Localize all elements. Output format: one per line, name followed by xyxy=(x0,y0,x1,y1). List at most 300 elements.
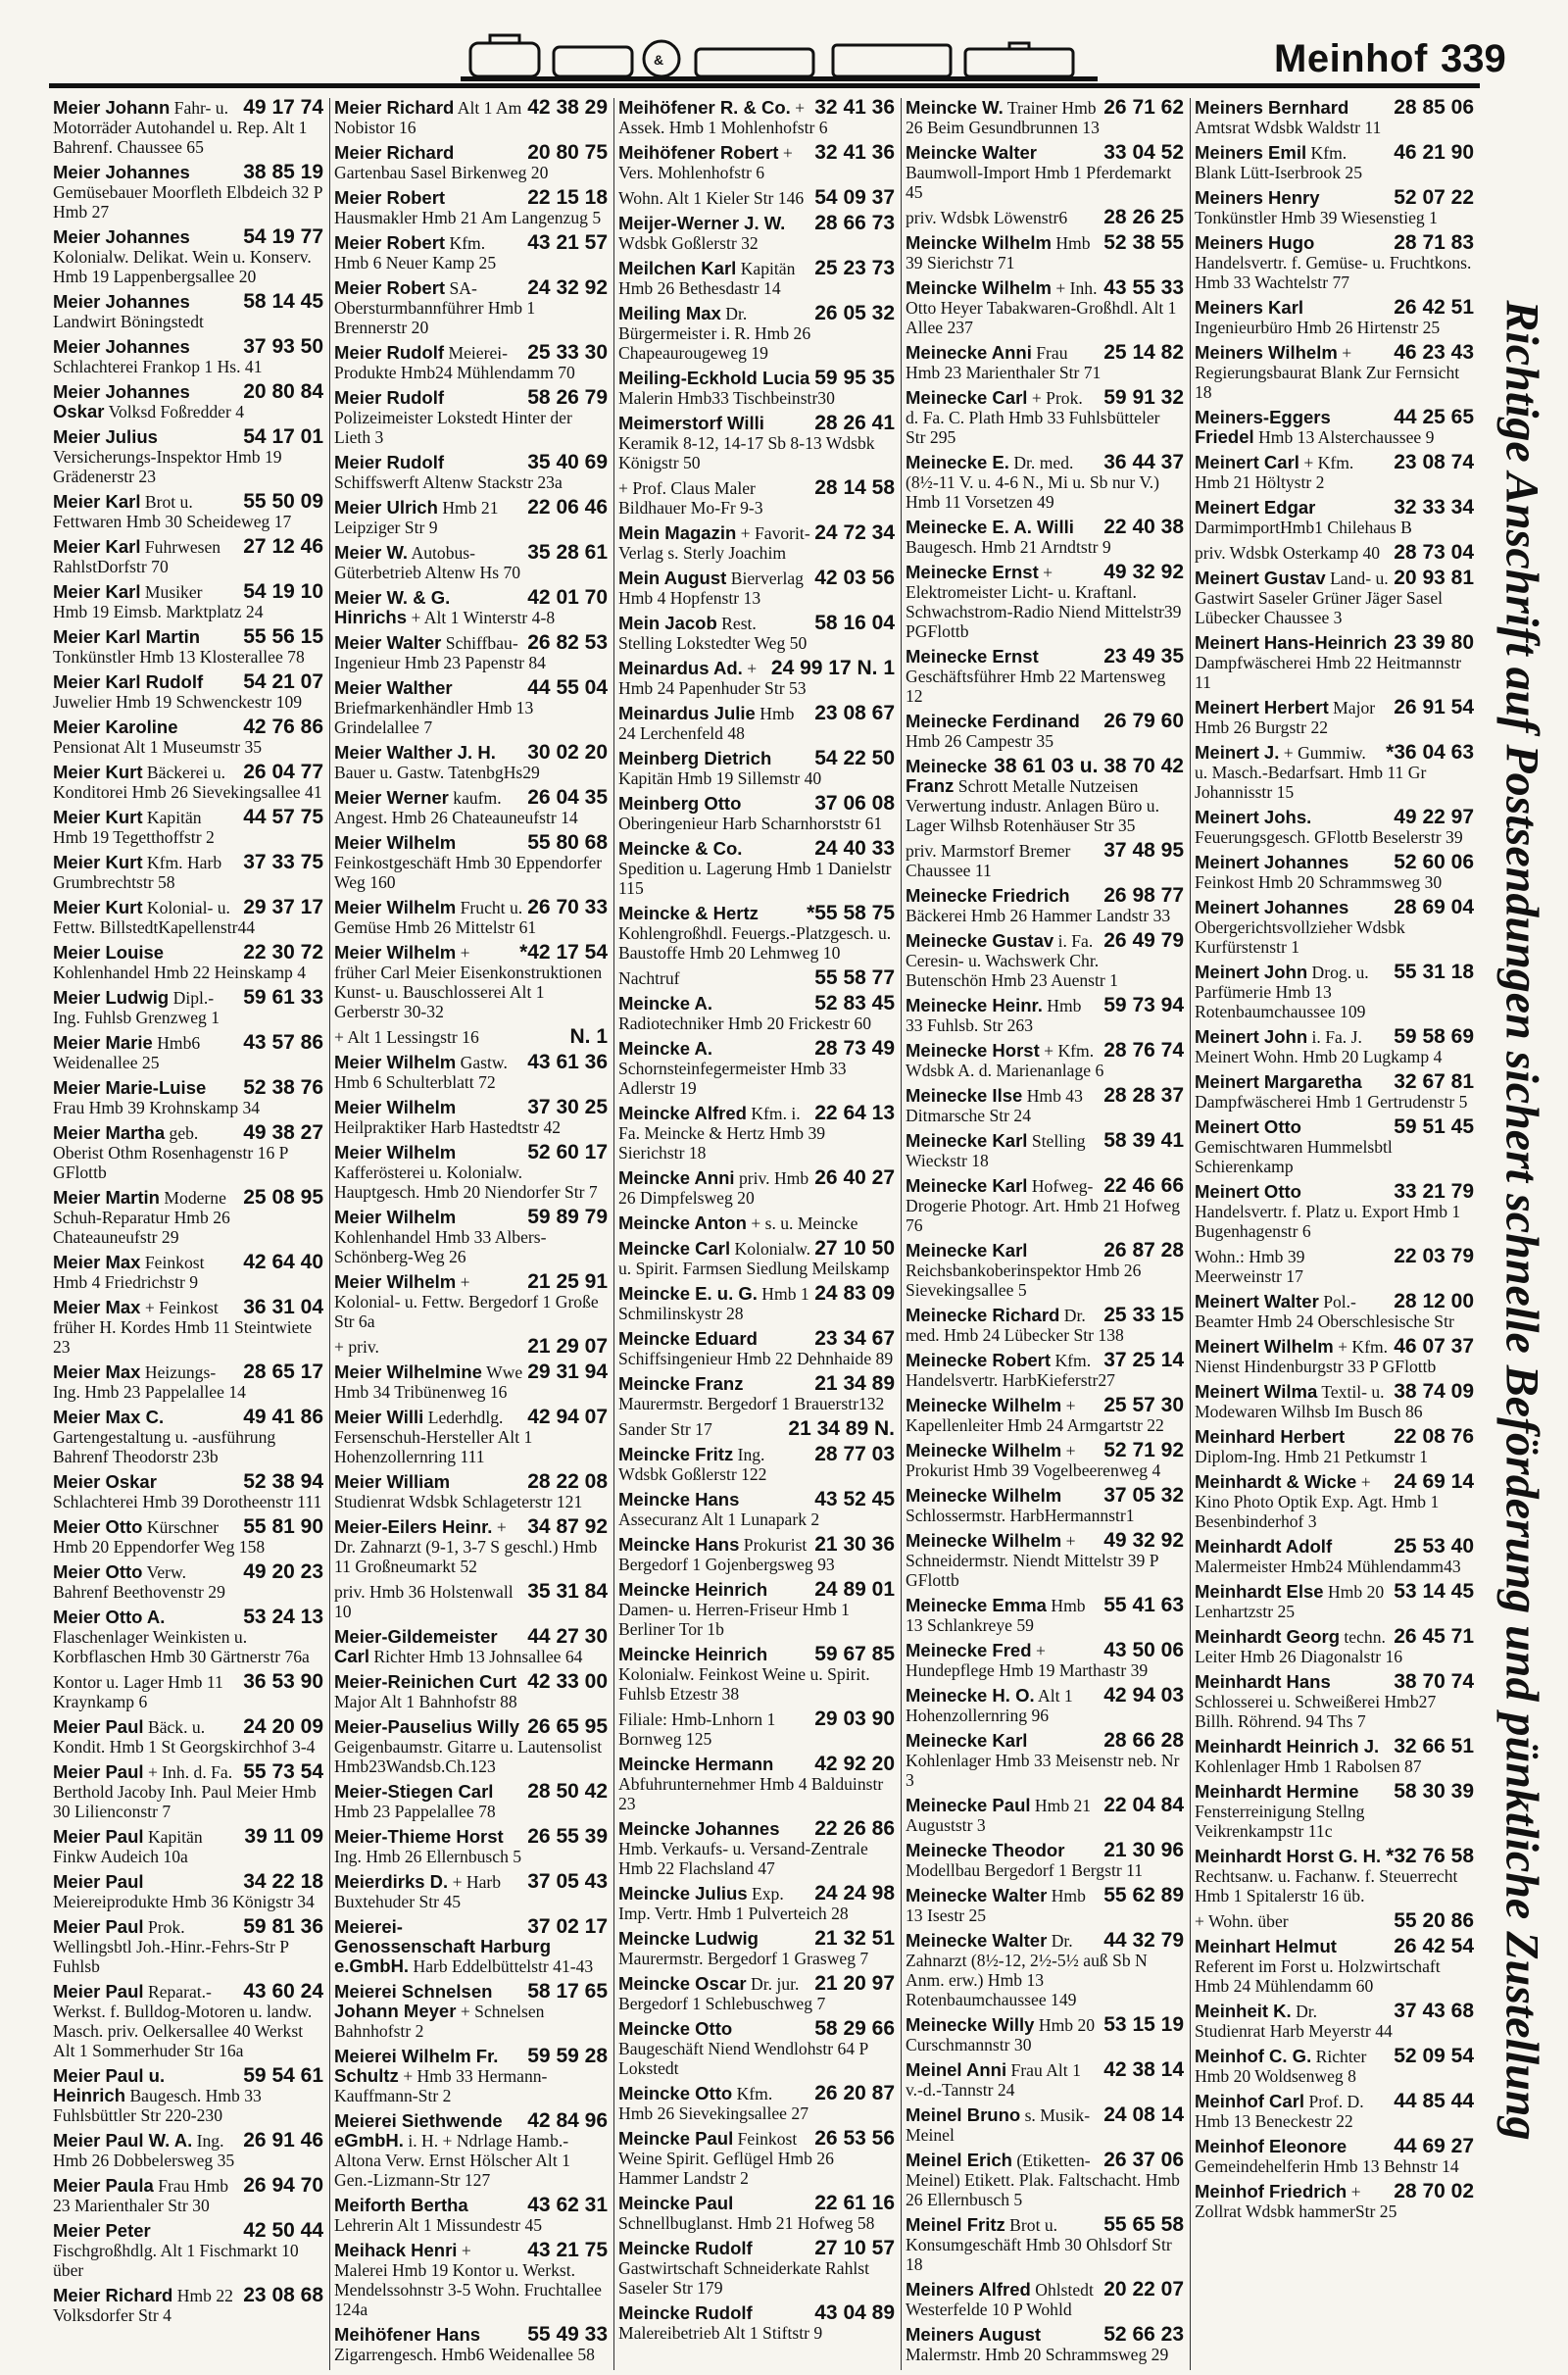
column-4 xyxy=(901,98,1190,2370)
entry-name: Meihöfener Robert xyxy=(618,142,779,163)
directory-entry xyxy=(906,1796,1184,1835)
entry-phone: 26 53 56 xyxy=(814,2127,895,2150)
entry-name: Meier Oskar xyxy=(53,1471,157,1492)
directory-entry xyxy=(334,1672,608,1711)
directory-entry xyxy=(906,2105,1184,2145)
entry-name: Meinhardt Horst G. H. xyxy=(1195,1846,1382,1866)
entry-phone: 42 84 96 xyxy=(527,2109,608,2132)
directory-entry xyxy=(906,1886,1184,1925)
entry-phone: 29 31 94 xyxy=(527,1361,608,1383)
entry-phone: 43 55 33 xyxy=(1103,276,1184,299)
entry-phone: 27 10 57 xyxy=(814,2237,895,2259)
entry-name: Meincke Heinrich xyxy=(618,1644,768,1664)
entry-phone: 20 80 84 xyxy=(243,380,323,403)
directory-entry xyxy=(334,543,608,582)
entry-description: Kontor u. Lager Hmb 11 Kraynkamp 6 xyxy=(53,1672,223,1711)
entry-description: Heilpraktiker Harb Hastedtstr 42 xyxy=(334,1117,562,1137)
entry-description: + Kino Photo Optik Exp. Agt. Hmb 1 Besenbinderhof 3 xyxy=(1195,1472,1440,1531)
directory-entry xyxy=(906,278,1184,337)
directory-entry xyxy=(618,1039,895,1098)
entry-description: Feinkostgeschäft Hmb 30 Eppendorfer Weg 160 xyxy=(334,853,603,892)
entry-name: Meier-Reinichen Curt xyxy=(334,1671,517,1692)
directory-entry xyxy=(618,304,895,363)
entry-description: Baugesch. Hmb 33 Fuhlsbüttler Str 220-230 xyxy=(53,2086,262,2125)
entry-name: Meiners Karl xyxy=(1195,297,1304,318)
directory-entry xyxy=(906,1396,1184,1435)
entry-name: Meierei Siethwende eGmbH. xyxy=(334,2110,503,2151)
entry-description: Kapitän Hmb 19 Tegetthoffstr 2 xyxy=(53,808,215,847)
entry-phone: 59 54 61 xyxy=(243,2064,323,2087)
directory-entry xyxy=(1195,1472,1474,1531)
directory-entry xyxy=(1195,633,1474,692)
entry-name: Meier Max C. xyxy=(53,1407,165,1427)
entry-description: Verw. Bahrenf Beethovenstr 29 xyxy=(53,1562,225,1602)
entry-name: Meier Paul xyxy=(53,1916,144,1937)
directory-entry xyxy=(53,227,323,286)
entry-description: Drog. u. Parfümerie Hmb 13 Rotenbaumchaussee 109 xyxy=(1195,963,1369,1021)
entry-phone: 55 56 15 xyxy=(243,625,323,648)
entry-description: Filiale: Hmb-Lnhorn 1 Bornweg 125 xyxy=(618,1709,776,1749)
entry-phone: 28 26 41 xyxy=(814,412,895,434)
entry-description: Kfm. Handelsvertr. HarbKieferstr27 xyxy=(906,1351,1115,1390)
directory-entry xyxy=(906,1486,1184,1525)
entry-name: Meier Paul xyxy=(53,1871,144,1892)
directory-entry xyxy=(906,647,1184,706)
directory-entry xyxy=(618,839,895,898)
entry-name: Meier Wilhelm xyxy=(334,1207,457,1227)
directory-entry xyxy=(53,1917,323,1976)
entry-phone: 54 19 10 xyxy=(243,580,323,603)
entry-phone: 55 73 54 xyxy=(243,1760,323,1783)
entry-name: Meier Wilhelm xyxy=(334,1142,457,1163)
entry-description: Dr. Zahnarzt (8½-12, 2½-5½ auß Sb N Anm. erw.) Hmb 13 Rotenbaumchaussee 149 xyxy=(906,1931,1148,2009)
entry-description: Damen- u. Herren-Friseur Hmb 1 Berliner Tor 1b xyxy=(618,1600,850,1639)
entry-phone: 52 38 76 xyxy=(243,1076,323,1099)
directory-entry xyxy=(618,704,895,743)
entry-phone: 43 61 36 xyxy=(527,1051,608,1073)
entry-phone: 29 37 17 xyxy=(243,896,323,918)
entry-name: Meincke Wilhelm xyxy=(906,232,1052,253)
entry-description: Kfm. Blank Lütt-Iserbrook 25 xyxy=(1195,143,1363,182)
directory-entry xyxy=(906,1686,1184,1725)
directory-entry xyxy=(53,427,323,486)
entry-phone: 55 41 63 xyxy=(1103,1594,1184,1616)
directory-entry xyxy=(1195,233,1474,292)
entry-phone: 44 57 75 xyxy=(243,806,323,828)
entry-phone: 59 59 28 xyxy=(527,2045,608,2067)
entry-description: Diplom-Ing. Hmb 21 Petkumstr 1 xyxy=(1195,1447,1428,1466)
entry-phone: 26 45 71 xyxy=(1394,1625,1474,1648)
entry-description: + Dr. Zahnarzt (9-1, 3-7 S geschl.) Hmb 11 Großneumarkt 52 xyxy=(334,1517,598,1576)
directory-entry xyxy=(618,1374,895,1413)
directory-entry xyxy=(53,943,323,982)
entry-name: Meincke Paul xyxy=(618,2128,734,2149)
entry-name: Meinert Carl xyxy=(1195,452,1299,472)
entry-description: Autobus-Güterbetrieb Altenw Hs 70 xyxy=(334,543,521,582)
entry-phone: 42 38 14 xyxy=(1103,2058,1184,2081)
entry-name: Meinert Wilhelm xyxy=(1195,1336,1334,1357)
directory-entry xyxy=(618,259,895,298)
entry-phone: 22 40 38 xyxy=(1103,516,1184,538)
entry-description: Ingenieurbüro Hmb 26 Hirtenstr 25 xyxy=(1195,318,1441,337)
entry-phone: 58 26 79 xyxy=(527,386,608,409)
directory-entry xyxy=(53,2176,323,2215)
entry-description: + Schneidermstr. Niendt Mittelstr 39 P GFlottb xyxy=(906,1531,1158,1590)
entry-phone: 49 17 74 xyxy=(243,96,323,119)
entry-phone: 42 38 29 xyxy=(527,96,608,119)
entry-phone: 24 89 01 xyxy=(814,1578,895,1601)
entry-description: Schornsteinfegermeister Hmb 33 Adlerstr 19 xyxy=(618,1059,847,1098)
directory-entry xyxy=(618,1535,895,1574)
directory-entry xyxy=(1195,808,1474,847)
directory-entry xyxy=(618,1580,895,1639)
entry-name: Meier Johannes xyxy=(53,162,190,182)
directory-entry xyxy=(1195,188,1474,227)
directory-entry xyxy=(53,1078,323,1117)
directory-entry xyxy=(334,1098,608,1137)
entry-name: Meinecke Walter xyxy=(906,1930,1048,1951)
entry-phone: 49 38 27 xyxy=(243,1121,323,1144)
entry-phone: 32 66 51 xyxy=(1394,1735,1474,1757)
directory-entry xyxy=(1195,1427,1474,1466)
directory-entry xyxy=(906,757,1184,835)
directory-entry xyxy=(1195,453,1474,492)
entry-phone: 22 06 46 xyxy=(527,496,608,519)
entry-phone: N. 1 xyxy=(569,1025,608,1048)
directory-entry xyxy=(618,214,895,253)
entry-name: Meier Walther J. H. xyxy=(334,742,496,763)
entry-description: Abfuhrunternehmer Hmb 4 Balduinstr 23 xyxy=(618,1774,884,1813)
directory-entry xyxy=(906,2325,1184,2364)
entry-name: Meierdirks D. xyxy=(334,1871,449,1892)
entry-description: + Hmb 33 Hermann-Kauffmann-Str 2 xyxy=(334,2066,548,2105)
entry-description: Frau Alt 1 v.-d.-Tannstr 24 xyxy=(906,2060,1081,2100)
entry-phone: 21 32 51 xyxy=(814,1927,895,1950)
directory-entry xyxy=(906,1351,1184,1390)
entry-description: + Kfm. Nienst Hindenburgstr 33 P GFlottb xyxy=(1195,1337,1437,1376)
entry-name: Meincke Fritz xyxy=(618,1444,734,1464)
directory-entry xyxy=(1195,1072,1474,1112)
entry-description: Frau Hmb 23 Marienthaler Str 71 xyxy=(906,343,1102,382)
entry-name: Meincke Carl xyxy=(618,1238,731,1259)
directory-entry xyxy=(906,712,1184,751)
entry-description: Landwirt Böningstedt xyxy=(53,312,204,331)
entry-phone: 28 69 04 xyxy=(1394,896,1474,918)
entry-description: Kfm. Hmb 6 Neuer Kamp 25 xyxy=(334,233,497,272)
entry-description: Alt 1 Hohenzollernring 96 xyxy=(906,1686,1073,1725)
entry-phone: 42 01 70 xyxy=(527,586,608,609)
entry-description: Brot u. Fettwaren Hmb 30 Scheideweg 17 xyxy=(53,492,292,531)
entry-description: Fischgroßhdlg. Alt 1 Fischmarkt 10 über xyxy=(53,2241,299,2280)
entry-name: Meinert Herbert xyxy=(1195,697,1329,717)
directory-entry xyxy=(906,1841,1184,1880)
entry-phone: 22 46 66 xyxy=(1103,1174,1184,1197)
entry-name: Meinhardt Heinrich J. xyxy=(1195,1736,1380,1757)
entry-phone: 28 73 04 xyxy=(1394,541,1474,564)
entry-name: Meinecke Ernst xyxy=(906,562,1039,582)
entry-name: Meincke Paul xyxy=(618,2193,734,2213)
entry-name: Meinecke Richard xyxy=(906,1305,1060,1325)
directory-entry xyxy=(906,996,1184,1035)
entry-description: Pol.-Beamter Hmb 24 Oberschlesische Str xyxy=(1195,1292,1454,1331)
directory-entry xyxy=(334,343,608,382)
entry-description: i. Fa. Ceresin- u. Wachswerk Chr. Butenschön Hmb 23 Auenstr 1 xyxy=(906,931,1118,990)
side-slogan xyxy=(1488,98,1556,2343)
entry-phone: 28 66 28 xyxy=(1103,1729,1184,1752)
entry-phone: 26 05 32 xyxy=(814,302,895,324)
entry-description: Lehrerin Alt 1 Missundestr 45 xyxy=(334,2215,543,2235)
entry-name: Meier Karoline xyxy=(53,717,178,737)
entry-description: Malereibetrieb Alt 1 Stiftstr 9 xyxy=(618,2323,823,2343)
entry-name: Meinhart Helmut xyxy=(1195,1936,1337,1956)
entry-phone: 26 20 87 xyxy=(814,2082,895,2104)
entry-phone: 53 24 13 xyxy=(243,1606,323,1628)
entry-description: Feinkost Hmb 4 Friedrichstr 9 xyxy=(53,1253,205,1292)
entry-name: Meinecke Karl xyxy=(906,1240,1028,1261)
entry-description: Briefmarkenhändler Hmb 13 Grindelallee 7 xyxy=(334,698,534,737)
directory-entry xyxy=(334,1517,608,1576)
entry-description: Referent im Forst u. Holzwirtschaft Hmb 24 Mühlendamm 60 xyxy=(1195,1956,1441,1996)
directory-entry xyxy=(1195,1537,1474,1576)
entry-phone: 33 21 79 xyxy=(1394,1180,1474,1203)
entry-phone: 24 40 33 xyxy=(814,837,895,860)
entry-name: Meinardus Ad. xyxy=(618,658,743,678)
entry-phone: 42 94 03 xyxy=(1103,1684,1184,1707)
directory-entry xyxy=(53,1517,323,1557)
entry-description: + Feinkost früher H. Kordes Hmb 11 Steintwiete 23 xyxy=(53,1298,313,1357)
entry-description: priv. Hmb 36 Holstenwall 10 xyxy=(334,1582,514,1621)
entry-name: Meier Wilhelm xyxy=(334,897,457,917)
entry-name: Meinecke Gustav xyxy=(906,930,1054,951)
entry-description: Hmb 21 Leipziger Str 9 xyxy=(334,498,499,537)
entry-description: Bauer u. Gastw. TatenbgHs29 xyxy=(334,763,540,782)
entry-phone: 28 70 02 xyxy=(1394,2180,1474,2202)
directory-entry xyxy=(53,492,323,531)
entry-name: Meier William xyxy=(334,1471,451,1492)
directory-entry xyxy=(53,2066,323,2125)
entry-name: Meinecke Ernst xyxy=(906,646,1039,667)
entry-phone: 58 16 04 xyxy=(814,612,895,634)
entry-name: Meinecke Anni xyxy=(906,342,1032,363)
directory-entry xyxy=(334,143,608,182)
entry-phone: 33 04 52 xyxy=(1103,141,1184,164)
entry-description: Gartengestaltung u. -ausführung Bahrenf Theodorstr 23b xyxy=(53,1427,276,1466)
directory-entry xyxy=(334,788,608,827)
entry-phone: 37 06 08 xyxy=(814,792,895,815)
directory-entry xyxy=(906,2151,1184,2209)
entry-phone: 37 05 32 xyxy=(1103,1484,1184,1507)
directory-entry xyxy=(906,2280,1184,2319)
entry-name: Meier Werner xyxy=(334,787,449,808)
directory-entry xyxy=(618,1445,895,1484)
directory-entry xyxy=(618,749,895,788)
entry-phone: 54 22 50 xyxy=(814,747,895,769)
directory-entry xyxy=(618,478,895,518)
directory-entry xyxy=(906,1176,1184,1235)
entry-name: Meincke & Hertz xyxy=(618,903,759,923)
directory-entry xyxy=(1195,343,1474,402)
entry-description: Baugeschäft Niend Wendlohstr 64 P Lokstedt xyxy=(618,2039,868,2078)
directory-entry xyxy=(906,98,1184,137)
entry-description: Feinkost Hmb 20 Schrammsweg 30 xyxy=(1195,872,1443,892)
directory-entry xyxy=(906,1041,1184,1080)
entry-description: Studienrat Wdsbk Schlageterstr 121 xyxy=(334,1492,583,1511)
entry-phone: 23 08 68 xyxy=(243,2284,323,2306)
entry-name: Meinert J. xyxy=(1195,742,1280,763)
entry-phone: 53 14 45 xyxy=(1394,1580,1474,1603)
entry-phone: 58 17 65 xyxy=(527,1980,608,2003)
entry-phone: 23 39 80 xyxy=(1394,631,1474,654)
entry-description: Richter Hmb 13 Johnsallee 64 xyxy=(373,1647,583,1666)
entry-description: Dampfwäscherei Hmb 1 Gertrudenstr 5 xyxy=(1195,1092,1468,1112)
trunk-icon xyxy=(833,45,951,76)
entry-phone: 59 81 36 xyxy=(243,1915,323,1938)
entry-description: Hmb 24 Lerchenfeld 48 xyxy=(618,704,795,743)
entry-name: Meinert John xyxy=(1195,962,1308,982)
entry-name: Meiling-Eckhold Lucia xyxy=(618,368,810,388)
directory-entry xyxy=(53,1982,323,2060)
directory-entry xyxy=(53,853,323,892)
entry-name: Meier-Pauselius Willy xyxy=(334,1716,520,1737)
entry-name: Meincke Anni xyxy=(618,1167,735,1188)
directory-entry xyxy=(618,1819,895,1878)
directory-entry xyxy=(906,1596,1184,1635)
directory-entry xyxy=(53,2221,323,2280)
entry-description: + Alt 1 Lessingstr 16 xyxy=(334,1027,479,1047)
entry-phone: 49 22 97 xyxy=(1394,806,1474,828)
directory-entry xyxy=(53,2131,323,2170)
entry-phone: 38 85 19 xyxy=(243,161,323,183)
entry-description: Kapitän Finkw Audeich 10a xyxy=(53,1827,203,1866)
entry-name: Meier Karl xyxy=(53,581,141,602)
directory-entry xyxy=(53,672,323,712)
entry-description: Kolonialw. Feinkost Weine u. Spirit. Fuhlsb Etzestr 38 xyxy=(618,1664,870,1704)
entry-name: Meinert Wilma xyxy=(1195,1381,1318,1402)
entry-phone: 22 08 76 xyxy=(1394,1425,1474,1448)
entry-phone: 42 76 86 xyxy=(243,716,323,738)
directory-entry xyxy=(334,1627,608,1666)
entry-name: Meinel Erich xyxy=(906,2150,1012,2170)
entry-description: + Kfm. Wdsbk A. d. Marienanlage 6 xyxy=(906,1041,1104,1080)
entry-description: (Etiketten-Meinel) Etikett. Plak. Faltschacht. Hmb 26 Ellernbusch 5 xyxy=(906,2151,1180,2209)
entry-phone: 42 94 07 xyxy=(527,1406,608,1428)
entry-description: + Malerei Hmb 19 Kontor u. Werkst. Mendelssohnstr 3-5 Wohn. Fruchtallee 124a xyxy=(334,2241,602,2319)
directory-entry xyxy=(1195,98,1474,137)
directory-entry xyxy=(53,382,323,421)
entry-phone: 32 41 36 xyxy=(814,141,895,164)
directory-entry xyxy=(334,2111,608,2190)
entry-phone: 42 33 00 xyxy=(527,1670,608,1693)
entry-name: Meinecke Fred xyxy=(906,1640,1032,1660)
entry-name: Meier Otto A. xyxy=(53,1607,166,1627)
directory-entry xyxy=(334,588,608,627)
entry-description: Moderne Schuh-Reparatur Hmb 26 Chateauneufstr 29 xyxy=(53,1188,230,1247)
entry-phone: 55 50 09 xyxy=(243,490,323,513)
entry-phone: 24 20 09 xyxy=(243,1715,323,1738)
directory-entry xyxy=(334,1917,608,1976)
entry-description: Schlachterei Hmb 39 Dorotheenstr 111 xyxy=(53,1492,322,1511)
directory-entry xyxy=(1195,1382,1474,1421)
entry-phone: 21 29 07 xyxy=(527,1335,608,1358)
directory-entry xyxy=(53,537,323,576)
entry-phone: 59 61 33 xyxy=(243,986,323,1009)
entry-name: Meinecke H. O. xyxy=(906,1685,1035,1706)
entry-description: Kohlenhandel Hmb 33 Albers-Schönberg-Weg 26 xyxy=(334,1227,547,1266)
entry-name: Meinert Johannes xyxy=(1195,897,1349,917)
entry-description: Trainer Hmb 26 Beim Gesundbrunnen 13 xyxy=(906,98,1100,137)
entry-description: + Wohn. über xyxy=(1195,1911,1289,1931)
entry-name: Meinert John xyxy=(1195,1026,1308,1047)
entry-description: + priv. xyxy=(334,1337,379,1357)
entry-phone: 26 65 95 xyxy=(527,1715,608,1738)
entry-name: Meincke E. u. G. xyxy=(618,1283,758,1304)
entry-phone: 35 40 69 xyxy=(527,451,608,473)
entry-description: + Alt 1 Winterstr 4-8 xyxy=(411,608,556,627)
entry-description: Fahr- u. Motorräder Autohandel u. Rep. Alt 1 Bahrenf. Chaussee 65 xyxy=(53,98,308,157)
directory-entry xyxy=(1195,1582,1474,1621)
entry-phone: *42 17 54 xyxy=(519,941,608,964)
directory-entry xyxy=(53,1608,323,1666)
entry-phone: 24 69 14 xyxy=(1394,1470,1474,1493)
entry-description: Geigenbaumstr. Gitarre u. Lautensolist Hmb23Wandsb.Ch.123 xyxy=(334,1737,603,1776)
directory-entry xyxy=(618,1284,895,1323)
entry-phone: 32 67 81 xyxy=(1394,1070,1474,1093)
entry-description: Hmb 43 Ditmarsche Str 24 xyxy=(906,1086,1083,1125)
entry-phone: *36 04 63 xyxy=(1386,741,1474,764)
entry-description: Major Alt 1 Bahnhofstr 88 xyxy=(334,1692,517,1711)
entry-name: Meier Wilhelmine xyxy=(334,1361,482,1382)
entry-description: Richter Hmb 20 Woldsenweg 8 xyxy=(1195,2047,1367,2086)
entry-description: + Kfm. Hmb 21 Höltystr 2 xyxy=(1195,453,1354,492)
entry-name: Meier Paul xyxy=(53,1716,144,1737)
directory-entry xyxy=(334,2047,608,2105)
directory-entry xyxy=(1195,2002,1474,2041)
directory-entry xyxy=(1195,1937,1474,1996)
entry-description: Kapitän Hmb 19 Sillemstr 40 xyxy=(618,768,822,788)
entry-description: + Regierungsbaurat Blank Zur Fernsicht 18 xyxy=(1195,343,1460,402)
directory-entry xyxy=(618,2239,895,2298)
directory-entry xyxy=(53,1362,323,1402)
entry-name: Meierei Wilhelm Fr. Schultz xyxy=(334,2046,499,2086)
directory-entry xyxy=(334,1408,608,1466)
entry-description: Kolonialw. u. Spirit. Farmsen Siedlung Meilskamp xyxy=(618,1239,890,1278)
directory-entry xyxy=(906,453,1184,512)
entry-name: Meier Marie-Luise xyxy=(53,1077,207,1098)
entry-name: Meiners August xyxy=(906,2324,1042,2345)
directory-entry xyxy=(334,2196,608,2235)
entry-description: Hmb 21 Auguststr 3 xyxy=(906,1796,1092,1835)
entry-description: + Gummiw. u. Masch.-Bedarfsart. Hmb 11 Gr Johannisstr 15 xyxy=(1195,743,1427,802)
entry-name: Meincke Hans xyxy=(618,1534,740,1555)
entry-name: Meier-Stiegen Carl xyxy=(334,1781,494,1802)
entry-name: Meier Robert xyxy=(334,277,446,298)
directory-entry xyxy=(618,2019,895,2078)
entry-description: Land- u. Gastwirt Saseler Grüner Jäger Sasel Lübecker Chaussee 3 xyxy=(1195,569,1444,627)
entry-phone: 23 08 67 xyxy=(814,702,895,724)
entry-phone: 21 34 89 xyxy=(814,1372,895,1395)
entry-phone: 22 15 18 xyxy=(527,186,608,209)
entry-description: Harb Eddelbüttelstr 41-43 xyxy=(413,1956,594,1976)
column-2 xyxy=(329,98,613,2370)
entry-name: Meier Otto xyxy=(53,1516,143,1537)
entry-description: Fuhrwesen RahlstDorfstr 70 xyxy=(53,537,221,576)
entry-description: Gastw. Hmb 6 Schulterblatt 72 xyxy=(334,1053,508,1092)
directory-entry xyxy=(334,1053,608,1092)
entry-name: Meiners Emil xyxy=(1195,142,1307,163)
entry-name: Meinecke Wilhelm xyxy=(906,1440,1062,1460)
entry-description: Schrott Metalle Nutzeisen Verwertung industr. Anlagen Büro u. Lager Wilhsb Rotenhäuser Str 35 xyxy=(906,776,1159,835)
entry-phone: 44 85 44 xyxy=(1394,2090,1474,2112)
